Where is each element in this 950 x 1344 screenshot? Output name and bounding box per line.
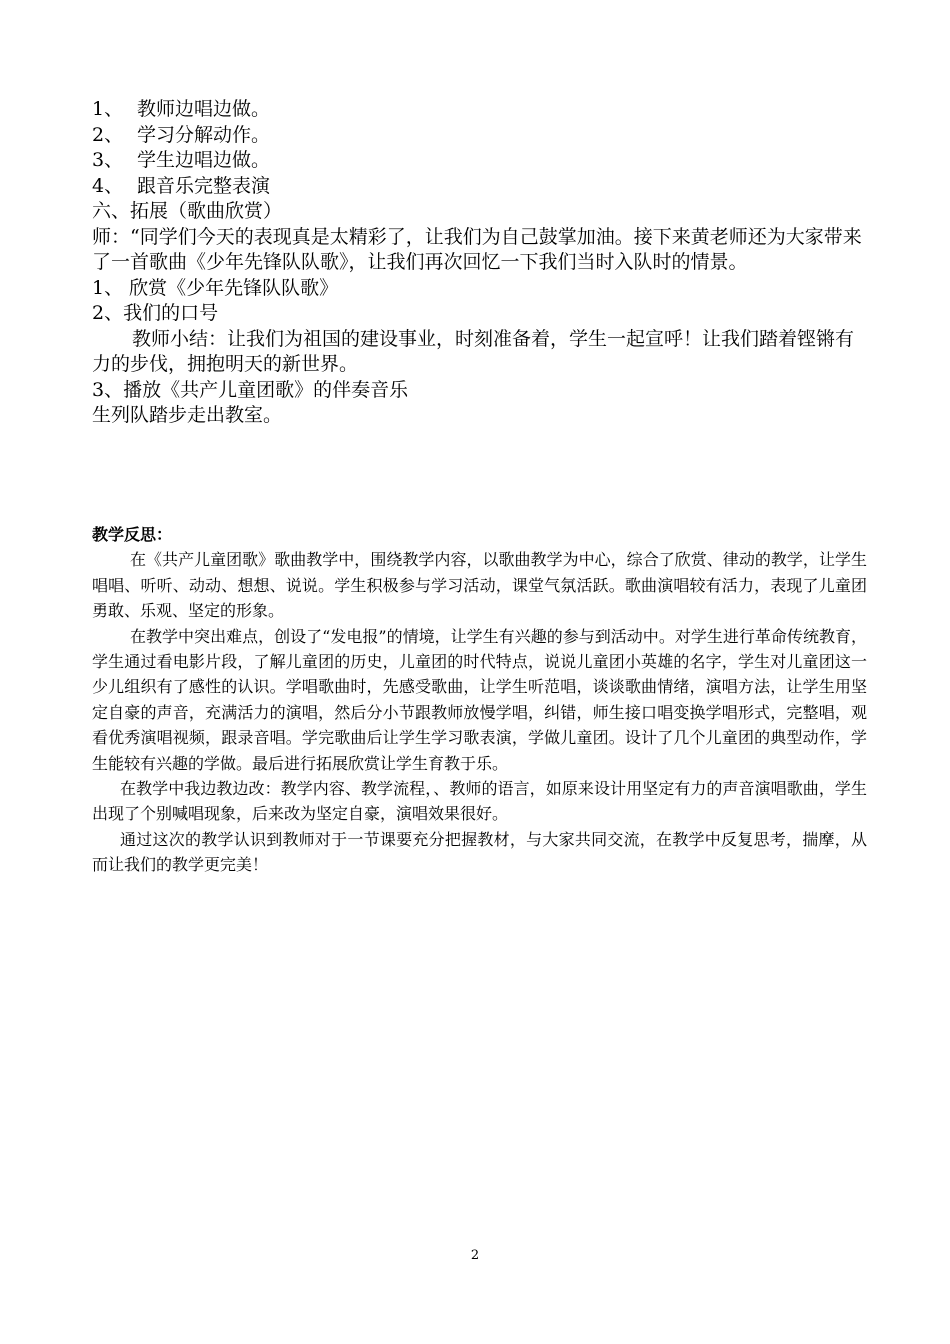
step-number: 1、: [92, 98, 124, 120]
teaching-reflection: [92, 522, 867, 878]
reflection-paragraph: 在《共产儿童团歌》歌曲教学中，围绕教学内容，以歌曲教学为中心，综合了欣赏、律动的教学，让学生唱唱、听听、动动、想想、说说。学生积极参与学习活动，课堂气氛活跃。歌曲演唱较有活力，表现了儿童团勇敢、乐观、坚定的形象。: [92, 550, 867, 621]
teacher-summary: 教师小结：让我们为祖国的建设事业，时刻准备着，学生一起宣呼！让我们踏着铿锵有力的步伐，拥抱明天的新世界。: [92, 327, 855, 375]
step-item: [92, 123, 867, 149]
reflection-heading: 教学反思：: [92, 525, 173, 544]
step-text: 学生边唱边做。: [137, 149, 271, 171]
closing-line: 生列队踏步走出教室。: [92, 404, 283, 426]
step-text: 教师边唱边做。: [137, 98, 271, 120]
step-item: [92, 148, 867, 174]
step-number: 3、: [92, 149, 124, 171]
teacher-speech: 师：“同学们今天的表现真是太精彩了，让我们为自己鼓掌加油。接下来黄老师还为大家带来了一首歌曲《少年先锋队队歌》，让我们再次回忆一下我们当时入队时的情景。: [92, 225, 862, 273]
step-text: 学习分解动作。: [137, 123, 271, 146]
reflection-paragraph: 在教学中突出难点，创设了“发电报”的情境，让学生有兴趣的参与到活动中。对学生进行革命传统教育，学生通过看电影片段，了解儿童团的历史，儿童团的时代特点，说说儿童团小英雄的名字，学生对儿童团这一少儿组织有了感性的认识。学唱歌曲时，先感受歌曲，让学生听范唱，谈谈歌曲情绪，演唱方法，让学生用坚定自豪的声音，充满活力的演唱，然后分小节跟教师放慢学唱，纠错，师生接口唱变换学唱形式，完整唱，观看优秀演唱视频，跟录音唱。学完歌曲后让学生学习歌表演，学做儿童团。设计了几个儿童团的典型动作，学生能较有兴趣的学做。最后进行拓展欣赏让学生育教于乐。: [92, 626, 867, 773]
slogan-item: 2、我们的口号: [92, 302, 219, 324]
appreciation-item: 1、 欣赏《少年先锋队队歌》: [92, 276, 339, 299]
step-item: [92, 97, 867, 123]
reflection-paragraph: 通过这次的教学认识到教师对于一节课要充分把握教材，与大家共同交流，在教学中反复思考，揣摩，从而让我们的教学更完美！: [92, 829, 867, 875]
step-text: 跟音乐完整表演: [137, 174, 271, 197]
section-heading: 六、拓展（歌曲欣赏）: [92, 200, 283, 222]
step-number: 4、: [92, 174, 124, 197]
step-item: [92, 174, 867, 200]
page-number: 2: [470, 1248, 480, 1263]
music-item: 3、播放《共产儿童团歌》的伴奏音乐: [92, 378, 409, 401]
lesson-procedure: [92, 97, 867, 429]
reflection-paragraph: 在教学中我边教边改：教学内容、教学流程，、教师的语言，如原来设计用坚定有力的声音演唱歌曲，学生出现了个别喊唱现象，后来改为坚定自豪，演唱效果很好。: [92, 779, 867, 824]
step-number: 2、: [92, 123, 124, 146]
